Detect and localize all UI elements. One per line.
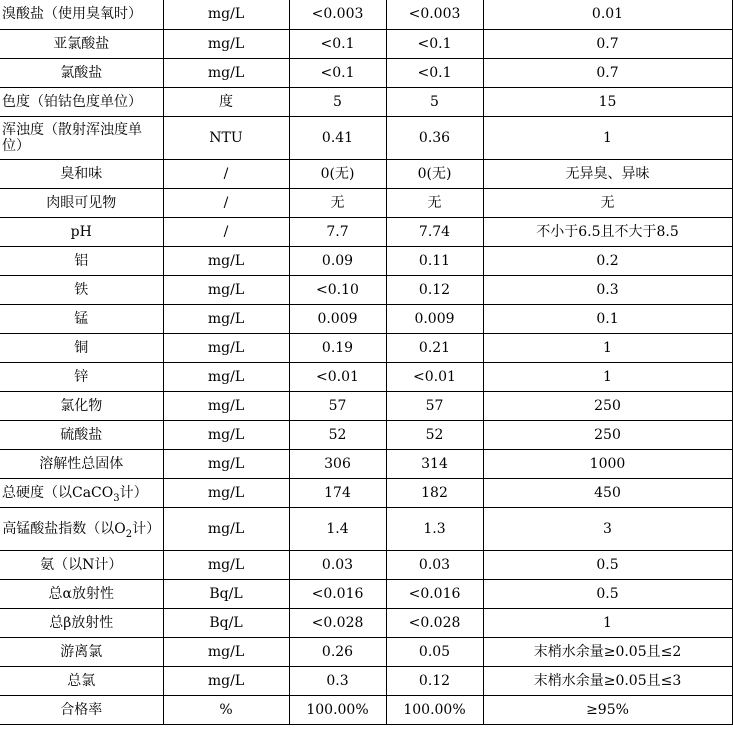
item-cell: 氨（以N计）	[0, 550, 163, 579]
value-cell: 0(无)	[386, 159, 483, 188]
value-cell: <0.10	[289, 275, 386, 304]
limit-cell: 0.5	[483, 550, 732, 579]
item-cell: 锌	[0, 362, 163, 391]
unit-cell: mg/L	[163, 29, 289, 58]
value-cell: 52	[386, 420, 483, 449]
limit-cell: 1	[483, 608, 732, 637]
value-cell: 0.26	[289, 637, 386, 666]
table-row	[0, 275, 732, 304]
item-cell: 锰	[0, 304, 163, 333]
unit-cell: mg/L	[163, 246, 289, 275]
value-cell: 0.09	[289, 246, 386, 275]
value-cell: 0.41	[289, 116, 386, 159]
item-cell: 浑浊度（散射浑浊度单位）	[0, 116, 163, 159]
value-cell: <0.003	[289, 0, 386, 29]
table-row	[0, 159, 732, 188]
unit-cell: %	[163, 695, 289, 724]
limit-cell: 0.7	[483, 58, 732, 87]
value-cell: 无	[386, 188, 483, 217]
limit-cell: 1000	[483, 449, 732, 478]
limit-cell: 1	[483, 362, 732, 391]
value-cell: 182	[386, 478, 483, 507]
value-cell: 0.21	[386, 333, 483, 362]
table-row	[0, 304, 732, 333]
unit-cell: Bq/L	[163, 608, 289, 637]
item-cell: 合格率	[0, 695, 163, 724]
table-row	[0, 550, 732, 579]
unit-cell: mg/L	[163, 420, 289, 449]
unit-cell: Bq/L	[163, 579, 289, 608]
limit-cell: 250	[483, 391, 732, 420]
limit-cell: 3	[483, 507, 732, 550]
value-cell: 无	[289, 188, 386, 217]
unit-cell: mg/L	[163, 391, 289, 420]
value-cell: <0.028	[386, 608, 483, 637]
unit-cell: /	[163, 159, 289, 188]
limit-cell: 0.1	[483, 304, 732, 333]
value-cell: <0.01	[386, 362, 483, 391]
item-text: 总硬度（以CaCO	[2, 484, 114, 501]
unit-cell: mg/L	[163, 637, 289, 666]
limit-cell: 不小于6.5且不大于8.5	[483, 217, 732, 246]
value-cell: 174	[289, 478, 386, 507]
subscript: 2	[125, 528, 133, 540]
table-row	[0, 362, 732, 391]
value-cell: 5	[386, 87, 483, 116]
unit-cell: /	[163, 217, 289, 246]
limit-cell: 无异臭、异味	[483, 159, 732, 188]
unit-cell: mg/L	[163, 58, 289, 87]
value-cell: 0(无)	[289, 159, 386, 188]
item-text: 计）	[119, 484, 148, 501]
value-cell: 0.12	[386, 275, 483, 304]
limit-cell: 0.7	[483, 29, 732, 58]
value-cell: <0.1	[386, 58, 483, 87]
unit-cell: mg/L	[163, 304, 289, 333]
table-row	[0, 0, 732, 29]
limit-cell: 1	[483, 333, 732, 362]
item-cell: 铝	[0, 246, 163, 275]
table-row	[0, 87, 732, 116]
table-row	[0, 507, 732, 550]
value-cell: 57	[289, 391, 386, 420]
value-cell: 0.03	[386, 550, 483, 579]
item-cell: 氯化物	[0, 391, 163, 420]
limit-cell: 末梢水余量≥0.05且≤2	[483, 637, 732, 666]
value-cell: 100.00%	[289, 695, 386, 724]
value-cell: 0.19	[289, 333, 386, 362]
unit-cell: 度	[163, 87, 289, 116]
limit-cell: 0.3	[483, 275, 732, 304]
table-row	[0, 695, 732, 724]
table-row	[0, 116, 732, 159]
table-row	[0, 637, 732, 666]
table-row	[0, 579, 732, 608]
unit-cell: /	[163, 188, 289, 217]
table-row	[0, 29, 732, 58]
item-cell: 总氯	[0, 666, 163, 695]
table-row	[0, 246, 732, 275]
limit-cell: 0.5	[483, 579, 732, 608]
limit-cell: 450	[483, 478, 732, 507]
value-cell: 0.009	[289, 304, 386, 333]
value-cell: 5	[289, 87, 386, 116]
unit-cell: mg/L	[163, 449, 289, 478]
item-cell: 总β放射性	[0, 608, 163, 637]
value-cell: <0.003	[386, 0, 483, 29]
table-row	[0, 217, 732, 246]
item-cell	[0, 507, 163, 550]
value-cell: <0.1	[289, 29, 386, 58]
limit-cell: 250	[483, 420, 732, 449]
limit-cell: 15	[483, 87, 732, 116]
unit-cell: mg/L	[163, 333, 289, 362]
item-cell: 色度（铂钴色度单位）	[0, 87, 163, 116]
value-cell: 1.4	[289, 507, 386, 550]
unit-cell: mg/L	[163, 275, 289, 304]
value-cell: <0.016	[386, 579, 483, 608]
item-cell: 铜	[0, 333, 163, 362]
item-cell: 肉眼可见物	[0, 188, 163, 217]
value-cell: 306	[289, 449, 386, 478]
limit-cell: 1	[483, 116, 732, 159]
limit-cell: 0.01	[483, 0, 732, 29]
item-cell: 溴酸盐（使用臭氧时）	[0, 0, 163, 29]
item-cell: 铁	[0, 275, 163, 304]
unit-cell: mg/L	[163, 478, 289, 507]
value-cell: <0.1	[386, 29, 483, 58]
item-cell: 氯酸盐	[0, 58, 163, 87]
table-row	[0, 58, 732, 87]
value-cell: 1.3	[386, 507, 483, 550]
table-row	[0, 391, 732, 420]
value-cell: 52	[289, 420, 386, 449]
limit-cell: 无	[483, 188, 732, 217]
value-cell: <0.016	[289, 579, 386, 608]
table-row	[0, 478, 732, 507]
unit-cell: NTU	[163, 116, 289, 159]
limit-cell: ≥95%	[483, 695, 732, 724]
item-cell	[0, 478, 163, 507]
item-cell: 臭和味	[0, 159, 163, 188]
value-cell: 0.009	[386, 304, 483, 333]
value-cell: 100.00%	[386, 695, 483, 724]
value-cell: 0.12	[386, 666, 483, 695]
value-cell: <0.1	[289, 58, 386, 87]
item-cell: 硫酸盐	[0, 420, 163, 449]
value-cell: 7.7	[289, 217, 386, 246]
limit-cell: 末梢水余量≥0.05且≤3	[483, 666, 732, 695]
item-text: 高锰酸盐指数（以O	[2, 520, 126, 537]
value-cell: 314	[386, 449, 483, 478]
item-cell: pH	[0, 217, 163, 246]
item-cell: 游离氯	[0, 637, 163, 666]
value-cell: 7.74	[386, 217, 483, 246]
limit-cell: 0.2	[483, 246, 732, 275]
value-cell: 0.11	[386, 246, 483, 275]
unit-cell: mg/L	[163, 362, 289, 391]
item-cell: 溶解性总固体	[0, 449, 163, 478]
value-cell: <0.01	[289, 362, 386, 391]
table-row	[0, 420, 732, 449]
table-row	[0, 333, 732, 362]
value-cell: 0.3	[289, 666, 386, 695]
item-cell: 亚氯酸盐	[0, 29, 163, 58]
value-cell: 0.03	[289, 550, 386, 579]
value-cell: 0.36	[386, 116, 483, 159]
unit-cell: mg/L	[163, 550, 289, 579]
value-cell: 57	[386, 391, 483, 420]
table-row	[0, 449, 732, 478]
subscript: 3	[113, 492, 120, 504]
value-cell: 0.05	[386, 637, 483, 666]
value-cell: <0.028	[289, 608, 386, 637]
table-row	[0, 666, 732, 695]
unit-cell: mg/L	[163, 507, 289, 550]
unit-cell: mg/L	[163, 666, 289, 695]
unit-cell: mg/L	[163, 0, 289, 29]
item-cell: 总α放射性	[0, 579, 163, 608]
table-row	[0, 608, 732, 637]
item-text: 计）	[132, 520, 161, 537]
table-row	[0, 188, 732, 217]
